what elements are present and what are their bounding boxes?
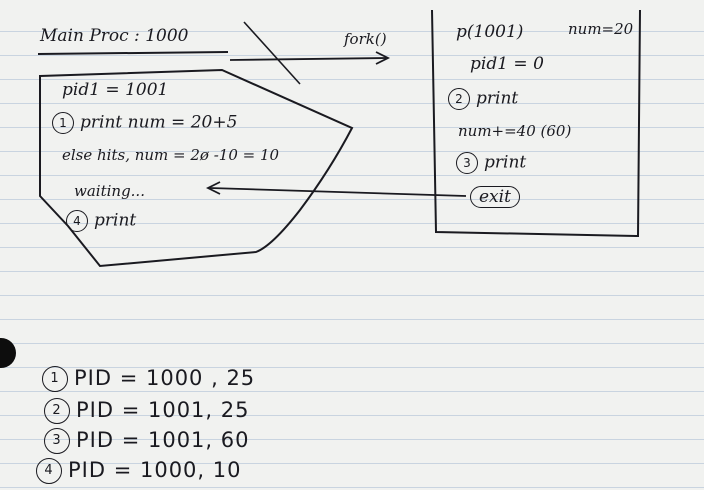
exit-to-waiting-arrow <box>210 188 466 196</box>
step-4-circle: 4 <box>66 210 88 232</box>
result-4 <box>36 458 242 484</box>
result-3-text: PID = 1001, 60 <box>76 428 250 452</box>
result-1-circle: 1 <box>42 366 68 392</box>
child-step-2 <box>448 88 518 110</box>
step-2-circle: 2 <box>448 88 470 110</box>
child-exit <box>470 186 520 208</box>
child-num-init: num=20 <box>568 20 634 38</box>
fork-arrow <box>230 58 386 60</box>
main-waiting: waiting... <box>74 182 145 200</box>
step-2-text: print <box>476 88 519 109</box>
main-step-4 <box>66 210 136 232</box>
result-3 <box>44 428 250 454</box>
main-pid-line: pid1 = 1001 <box>62 80 169 100</box>
step-3-text: print <box>484 152 527 173</box>
result-2 <box>44 398 250 424</box>
result-4-text: PID = 1000, 10 <box>68 458 242 482</box>
divider-line <box>244 22 300 84</box>
step-1-circle: 1 <box>52 112 74 134</box>
step-1-text: print num = 20+5 <box>80 112 238 133</box>
result-1 <box>42 366 255 392</box>
step-4-text: print <box>94 210 137 231</box>
child-step-3 <box>456 152 526 174</box>
child-num-update: num+=40 (60) <box>458 122 572 140</box>
result-2-circle: 2 <box>44 398 70 424</box>
child-proc-title: p(1001) <box>456 22 524 42</box>
result-4-circle: 4 <box>36 458 62 484</box>
exit-bubble: exit <box>470 186 520 208</box>
result-1-text: PID = 1000 , 25 <box>74 366 256 390</box>
result-3-circle: 3 <box>44 428 70 454</box>
main-step-1 <box>52 112 237 134</box>
child-pid-line: pid1 = 0 <box>470 54 544 74</box>
result-2-text: PID = 1001, 25 <box>76 398 250 422</box>
title-underline <box>38 52 228 54</box>
step-3-circle: 3 <box>456 152 478 174</box>
fork-label: fork() <box>344 30 387 48</box>
main-proc-title: Main Proc : 1000 <box>40 26 189 46</box>
main-else-line: else hits, num = 2ø -10 = 10 <box>62 146 280 164</box>
